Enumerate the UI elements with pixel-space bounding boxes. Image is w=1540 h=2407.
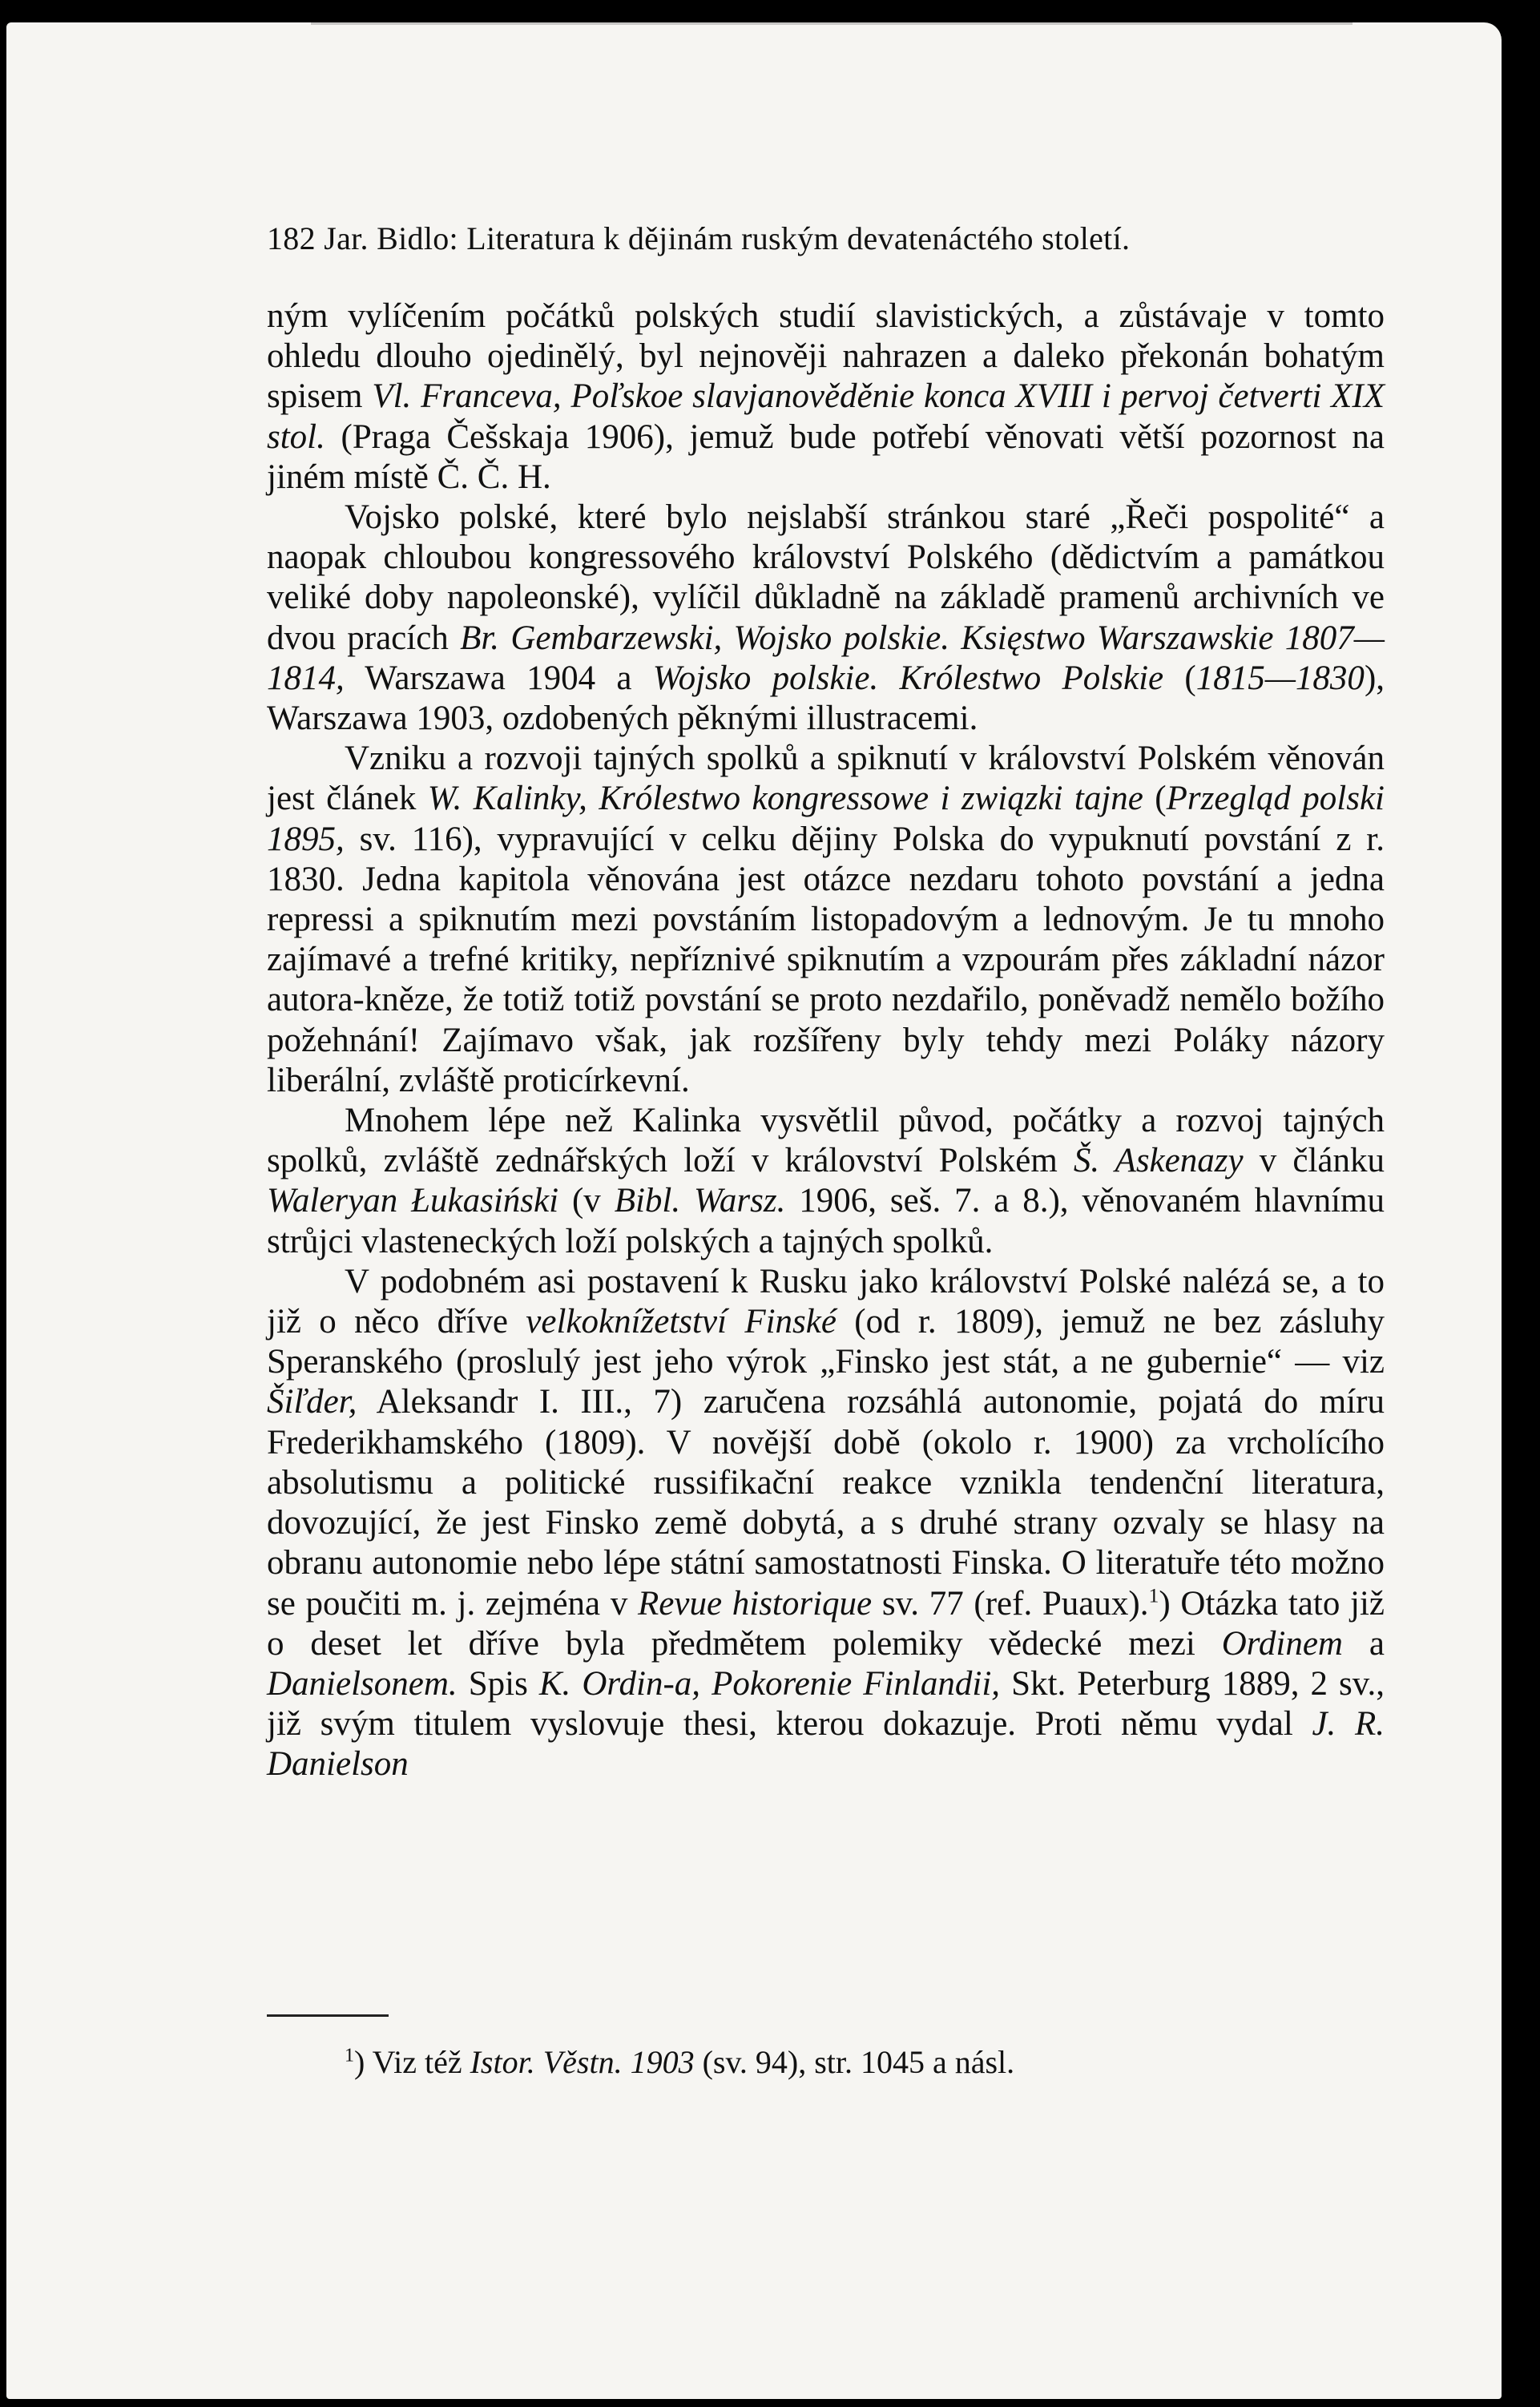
page-edge-line xyxy=(311,22,1353,25)
paragraph-4: Mnohem lépe než Kalinka vysvětlil původ, počátky a rozvoj tajných spolků, zvláště zednářských loží v království Polském Š. Askenazy v článku Waleryan Łukasiński (v Bibl. Warsz. 1906, seš. 7. a 8.), věnovaném hlavnímu strůjci vlasteneckých loží polských a tajných spolků. xyxy=(267,1102,1385,1260)
footnote-divider xyxy=(267,2014,389,2017)
book-page xyxy=(6,22,1502,2399)
paragraph-3: Vzniku a rozvoji tajných spolků a spiknutí v království Polském věnován jest článek W. Kalinky, Królestwo kongressowe i związki tajne (Przegląd polski 1895, sv. 116), vypravující v celku dějiny Polska do vypuknutí povstání z r. 1830. Jedna kapitola věnována jest otázce nezdaru tohoto povstání a jedna repressi a spiknutím mezi povstáním listopadovým a lednovým. Je tu mnoho zajímavé a trefné kritiky, nepříznivé spiknutím a vzpourám přes základní názor autora-kněze, že totiž totiž povstání se proto nezdařilo, poněvadž nemělo božího požehnání! Zajímavo však, jak rozšířeny byly tehdy mezi Poláky názory liberální, zvláště proticírkevní. xyxy=(267,740,1385,1099)
paragraph-1: ným vylíčením počátků polských studií slavistických, a zůstávaje v tomto ohledu dlouho ojedinělý, byl nejnověji nahrazen a daleko překonán bohatým spisem Vl. Franceva, Poľskoe slavjanověděnie konca XVIII i pervoj četverti XIX stol. (Praga Češskaja 1906), jemuž bude potřebí věnovati větší pozornost na jiném místě Č. Č. H. xyxy=(267,297,1385,496)
paragraph-2: Vojsko polské, které bylo nejslabší stránkou staré „Řeči pospolité“ a naopak chloubou kongressového království Polského (dědictvím a památkou veliké doby napoleonské), vylíčil důkladně na základě pramenů archivních ve dvou pracích Br. Gembarzewski, Wojsko polskie. Księstwo Warszawskie 1807—1814, Warszawa 1904 a Wojsko polskie. Królestwo Polskie (1815—1830), Warszawa 1903, ozdobených pěknými illustracemi. xyxy=(267,498,1385,738)
footnote-ref: 1 xyxy=(1148,1583,1159,1607)
footnote-marker: 1 xyxy=(345,2045,354,2066)
paragraph-5: V podobném asi postavení k Rusku jako království Polské nalézá se, a to již o něco dříve velkoknížetství Finské (od r. 1809), jemuž ne bez zásluhy Speranského (proslulý jest jeho výrok „Finsko jest stát, a ne gubernie“ — viz Šiľder, Aleksandr I. III., 7) zaručena rozsáhlá autonomie, pojatá do míru Frederikhamského (1809). V novější době (okolo r. 1900) za vrcholícího absolutismu a politické russifikační reakce vznikla tendenční literatura, dovozující, že jest Finsko země dobytá, a s druhé strany ozvaly se hlasy na obranu autonomie nebo lépe státní samostatnosti Finska. O literatuře této možno se poučiti m. j. zejména v Revue historique sv. 77 (ref. Puaux).$^1$) Otázka tato již o deset let dříve byla předmětem polemiky vědecké mezi Ordinem a Danielsonem. Spis K. Ordin-a, Pokorenie Finlandii, Skt. Peterburg 1889, 2 sv., již svým titulem vyslovuje thesi, kterou dokazuje. Proti němu vydal J. R. Danielson xyxy=(267,1262,1385,1784)
main-text xyxy=(267,296,1385,1785)
running-head: 182 Jar. Bidlo: Literatura k dějinám ruským devatenáctého století. xyxy=(267,220,1131,256)
footnote: $^1$) Viz též Istor. Věstn. 1903 (sv. 94), str. 1045 a násl. xyxy=(345,2044,1015,2080)
